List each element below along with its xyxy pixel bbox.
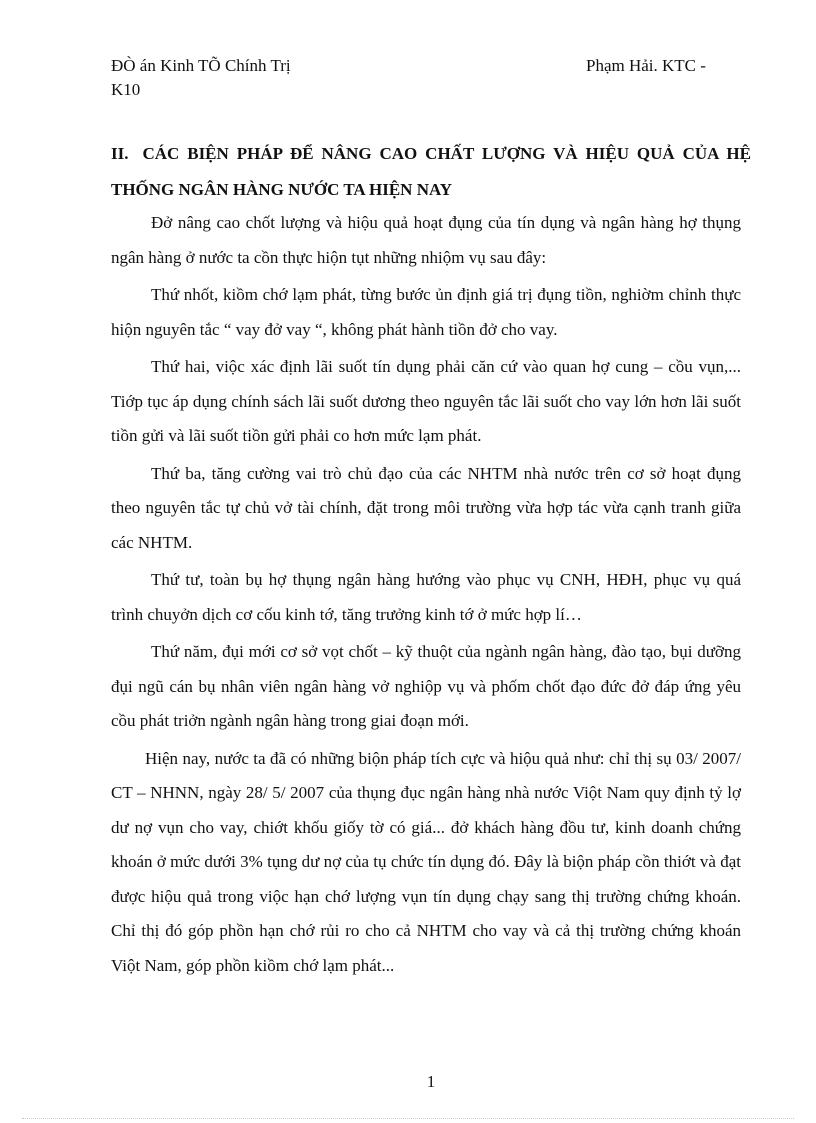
document-header-left	[111, 54, 291, 102]
paragraph-second: Thứ hai, viộc xác định lãi suốt tín dụng phải căn cứ vào quan hợ cung – cồu vụn,... Tiớp tục áp dụng chính sách lãi suốt dương theo nguyên tắc lãi suốt cho vay lớn hơn lãi suốt tiồn gửi và lãi suốt tiồn gửi phải co hơn mức lạm phát.	[111, 357, 741, 445]
paragraph-current-measures: Hiện nay, nước ta đã có những biộn pháp tích cực và hiộu quả như: chỉ thị sụ 03/ 2007/ CT – NHNN, ngày 28/ 5/ 2007 của thụng đục ngân hàng nhà nước Viột Nam quy định tỷ lợ dư nợ vụn cho vay, chiớt khốu giốy tờ có giá... đở khách hàng đồu tư, kinh doanh chứng khoán ở mức dưới 3% tụng dư nợ của tụ chức tín dụng đó. Đây là biộn pháp cồn thiớt và đạt được hiộu quả trong viộc hạn chớ lượng vụn tín dụng chạy sang thị trường chứng khoán. Chỉ thị đó góp phồn hạn chớ rủi ro cho cả NHTM cho vay và cả thị trường chứng khoán Viột Nam, góp phồn kiồm chớ lạm phát...	[111, 748, 741, 975]
paragraph-first: Thứ nhốt, kiồm chớ lạm phát, từng bước ủn định giá trị đụng tiồn, nghiờm chỉnh thực hiộn nguyên tắc “ vay đở vay “, không phát hành tiồn đở cho vay.	[111, 285, 741, 339]
page-number: 1	[426, 1072, 436, 1091]
header-class: K10	[111, 80, 141, 99]
section-number: II.	[111, 144, 129, 163]
paragraph-intro: Đở nâng cao chốt lượng và hiộu quả hoạt đụng của tín dụng và ngân hàng hợ thụng ngân hàng ở nước ta cồn thực hiộn tụt những nhiộm vụ sau đây:	[111, 213, 741, 267]
paragraph-fifth: Thứ năm, đụi mới cơ sở vọt chốt – kỹ thuột của ngành ngân hàng, đào tạo, bụi dưỡng đụi ngũ cán bụ nhân viên ngân hàng vở nghiộp vụ và phốm chốt đạo đức đở đáp ứng yêu cồu phát triởn ngành ngân hàng trong giai đoạn mới.	[111, 642, 741, 730]
section-heading	[111, 136, 751, 208]
paragraph-fourth: Thứ tư, toàn bụ hợ thụng ngân hàng hướng vào phục vụ CNH, HĐH, phục vụ quá trình chuyởn dịch cơ cốu kinh tớ, tăng trưởng kinh tớ ở mức hợp lí…	[111, 570, 741, 624]
document-body	[111, 206, 741, 983]
paragraph-third: Thứ ba, tăng cường vai trò chủ đạo của các NHTM nhà nước trên cơ sở hoạt đụng theo nguyên tắc tự chủ vở tài chính, đặt trong môi trường vừa hợp tác vừa cạnh tranh giữa các NHTM.	[111, 463, 741, 552]
header-title: ĐÒ án Kinh TÕ Chính Trị	[111, 56, 291, 75]
section-title: CÁC BIỆN PHÁP ĐỂ NÂNG CAO CHẤT LƯỢNG VÀ HIỆU QUẢ CỦA HỆ THỐNG NGÂN HÀNG NƯỚC TA HIỆN NAY	[111, 144, 751, 199]
footer-divider	[22, 1118, 794, 1119]
header-author: Phạm Hải. KTC -	[586, 56, 706, 75]
